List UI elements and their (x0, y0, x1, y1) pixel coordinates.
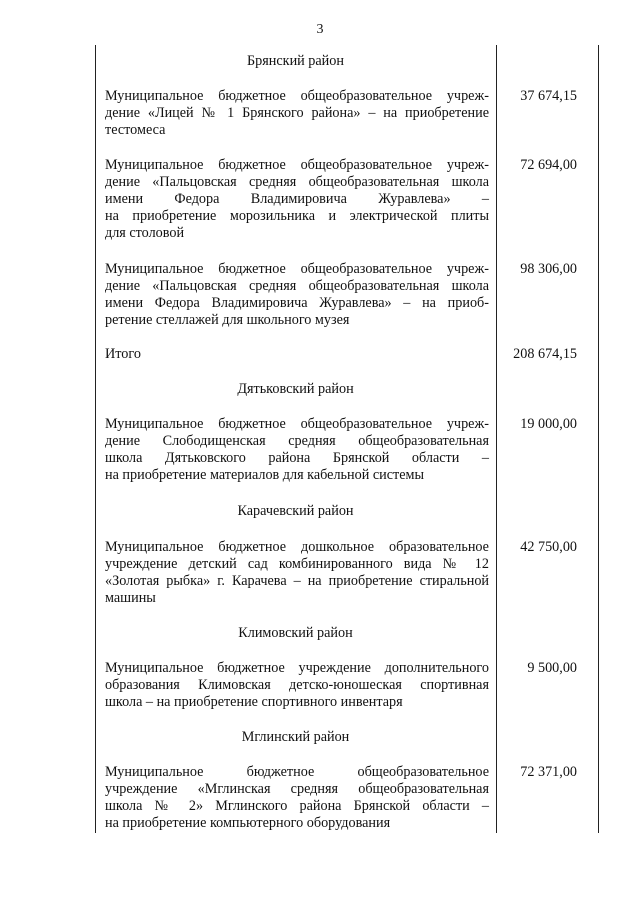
entry-line: учреждение «Мглинская средняя общеобразовательная (105, 781, 489, 797)
district-heading: Климовский район (238, 625, 353, 641)
funding-table (95, 45, 599, 833)
district-heading: Мглинский район (241, 729, 350, 745)
entry-line: учреждение детский сад комбинированного вида № 12 (105, 556, 489, 572)
entry-description (105, 157, 489, 242)
entry-line: дение «Пальцовская средняя общеобразовательная школа (105, 278, 489, 294)
entry-description (105, 764, 489, 832)
total-amount: 208 674,15 (513, 346, 577, 362)
total-label: Итого (105, 346, 141, 362)
entry-line: на приобретение компьютерного оборудования (105, 815, 391, 831)
page-number: 3 (316, 22, 324, 37)
entry-line: машины (105, 590, 156, 606)
entry-line: образования Климовская детско-юношеская спортивная (105, 677, 489, 693)
entry-amount: 72 371,00 (520, 764, 577, 780)
entry-line: дение Слободищенская средняя общеобразовательная (105, 433, 489, 449)
entry-line: на приобретение материалов для кабельной системы (105, 467, 425, 483)
entry-line: «Золотая рыбка» г. Карачева – на приобретение стиральной (105, 573, 489, 589)
entry-description (105, 261, 489, 329)
entry-amount: 9 500,00 (527, 660, 577, 676)
entry-description (105, 539, 489, 607)
entry-line: для столовой (105, 225, 185, 241)
entry-line: Муниципальное бюджетное общеобразовательное учреж- (105, 157, 489, 173)
entry-line: школа – на приобретение спортивного инвентаря (105, 694, 403, 710)
entry-line: на приобретение морозильника и электрической плиты (105, 208, 489, 224)
entry-amount: 42 750,00 (520, 539, 577, 555)
entry-line: Муниципальное бюджетное общеобразовательное учреж- (105, 261, 489, 277)
entry-amount: 37 674,15 (520, 88, 577, 104)
entry-amount: 72 694,00 (520, 157, 577, 173)
entry-amount: 19 000,00 (520, 416, 577, 432)
entry-line: Муниципальное бюджетное общеобразовательное учреж- (105, 88, 489, 104)
district-heading: Брянский район (247, 53, 344, 69)
entry-amount: 98 306,00 (520, 261, 577, 277)
entry-line: имени Федора Владимировича Журавлева» – (105, 191, 489, 207)
table-right-border (598, 45, 599, 833)
entry-line: дение «Пальцовская средняя общеобразовательная школа (105, 174, 489, 190)
entry-description (105, 660, 489, 711)
entry-line: Муниципальное бюджетное учреждение дополнительного (105, 660, 489, 676)
district-heading: Дятьковский район (237, 381, 354, 397)
entry-description (105, 88, 489, 139)
table-left-border (95, 45, 96, 833)
entry-line: школа Дятьковского района Брянской области – (105, 450, 489, 466)
entry-line: ретение стеллажей для школьного музея (105, 312, 350, 328)
entry-line: дение «Лицей № 1 Брянского района» – на приобретение (105, 105, 489, 121)
entry-line: школа № 2» Мглинского района Брянской области – (105, 798, 489, 814)
entry-line: тестомеса (105, 122, 166, 138)
entry-line: Муниципальное бюджетное общеобразовательное учреж- (105, 416, 489, 432)
entry-line: имени Федора Владимировича Журавлева» – на приоб- (105, 295, 489, 311)
entry-description (105, 416, 489, 484)
district-heading: Карачевский район (237, 503, 354, 519)
entry-line: Муниципальное бюджетное дошкольное образовательное (105, 539, 489, 555)
entry-line: Муниципальное бюджетное общеобразовательное (105, 764, 489, 780)
